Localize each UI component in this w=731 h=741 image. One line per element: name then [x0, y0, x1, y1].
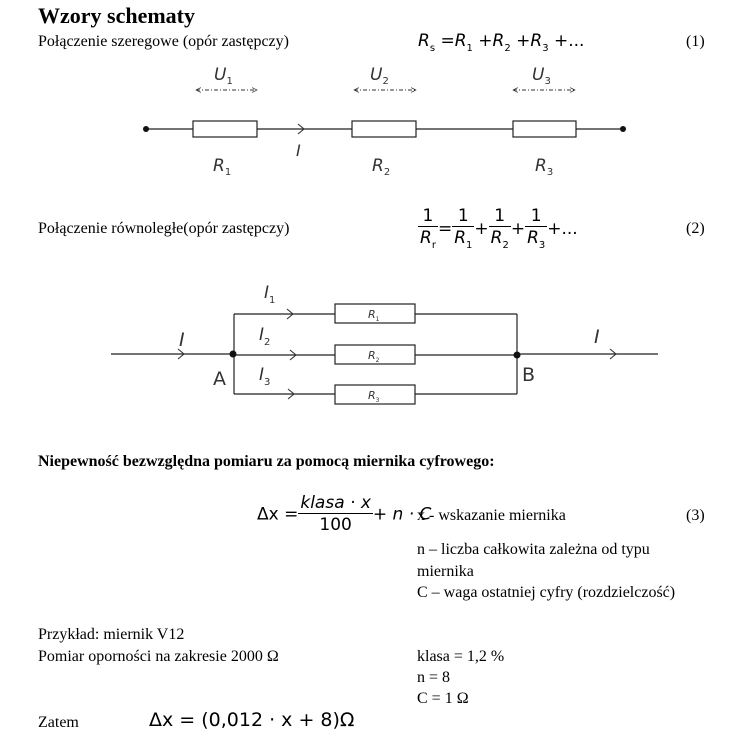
conclusion-label: Zatem	[38, 714, 79, 731]
label-current-i: I	[296, 141, 301, 160]
series-circuit-diagram	[0, 0, 731, 200]
label-r1: $R_1$	[213, 156, 232, 178]
formula-plus: +	[553, 31, 569, 51]
formula-ellipsis: ...	[568, 31, 585, 51]
page-title: Wzory schematy	[38, 3, 196, 28]
legend-x: x - wskazanie miernika	[417, 507, 566, 524]
label-u1: $U_1$	[214, 65, 233, 87]
label-r1: $R_1$	[368, 308, 380, 323]
formula-plus: +	[510, 219, 526, 239]
formula-plus: +	[474, 219, 489, 239]
result-formula: Δx = (0,012 · x + 8)Ω	[149, 709, 355, 731]
series-connection-label: Połączenie szeregowe (opór zastępczy)	[38, 33, 289, 50]
formula-plus: +	[516, 31, 531, 51]
formula-plus: +	[547, 219, 562, 239]
formula-equals: =	[437, 219, 453, 239]
parallel-formula	[418, 206, 578, 252]
formula-subscript: 1	[466, 43, 473, 54]
label-r3: $R_3$	[535, 156, 554, 178]
resistor-r2	[352, 121, 416, 137]
formula-fraction: $\frac{1}{R_r}$	[420, 206, 436, 251]
formula-fraction: $\frac{1}{R_3}$	[527, 206, 546, 251]
label-node-a: A	[213, 368, 226, 390]
param-c: C = 1 Ω	[417, 690, 469, 707]
label-node-b: B	[522, 364, 536, 386]
formula-equals: =	[440, 31, 455, 51]
formula-lhs: Δx	[257, 504, 279, 525]
label-r3: $R_3$	[368, 389, 380, 404]
formula-symbol: R	[492, 31, 505, 51]
example-line-1: Przykład: miernik V12	[38, 626, 185, 643]
formula-plus: +	[478, 31, 493, 51]
formula-symbol: R	[530, 31, 543, 51]
formula-symbol: R	[454, 31, 467, 51]
label-i2: $I_2$	[259, 325, 271, 348]
equation-number-3: (3)	[686, 507, 705, 524]
legend-n: n – liczba całkowita zależna od typu	[417, 541, 650, 558]
label-i1: $I_1$	[264, 283, 276, 306]
resistor-r3	[513, 121, 576, 137]
label-u3: $U_3$	[532, 65, 551, 87]
legend-n-cont: miernika	[417, 563, 474, 580]
formula-ellipsis: ...	[561, 219, 578, 239]
formula-tail: + n · C	[372, 504, 432, 525]
label-i3: $I_3$	[259, 365, 271, 388]
formula-fraction: $\frac{1}{R_2}$	[490, 206, 509, 251]
label-r2: $R_2$	[372, 156, 391, 178]
param-n: n = 8	[417, 669, 451, 686]
formula-equals: =	[284, 504, 299, 525]
legend-c: C – waga ostatniej cyfry (rozdzielczość)	[417, 584, 676, 601]
parallel-connection-label: Połączenie równoległe(opór zastępczy)	[38, 220, 290, 237]
param-klasa: klasa = 1,2 %	[417, 648, 505, 665]
uncertainty-heading: Niepewność bezwzględna pomiaru za pomocą miernika cyfrowego:	[38, 453, 495, 470]
terminal-right-dot	[620, 126, 626, 132]
formula-subscript: s	[429, 43, 436, 54]
node-a-dot	[230, 351, 237, 358]
parallel-circuit-diagram	[0, 270, 731, 420]
terminal-left-dot	[143, 126, 149, 132]
uncertainty-formula	[257, 493, 431, 536]
formula-fraction: $\frac{\text{klasa · x}}{100}$	[300, 493, 371, 535]
formula-subscript: 3	[542, 43, 549, 54]
equation-number-2: (2)	[686, 220, 705, 237]
node-b-dot	[514, 352, 521, 359]
label-r2: $R_2$	[368, 349, 380, 364]
example-line-2: Pomiar oporności na zakresie 2000 Ω	[38, 648, 279, 665]
formula-subscript: 2	[504, 43, 511, 54]
label-output-current: I	[594, 326, 600, 348]
formula-fraction: $\frac{1}{R_1}$	[454, 206, 473, 251]
label-input-current: I	[179, 329, 185, 351]
resistor-r1	[193, 121, 257, 137]
equation-number-1: (1)	[686, 33, 705, 50]
formula-symbol: R	[418, 31, 430, 51]
label-u2: $U_2$	[370, 65, 389, 87]
